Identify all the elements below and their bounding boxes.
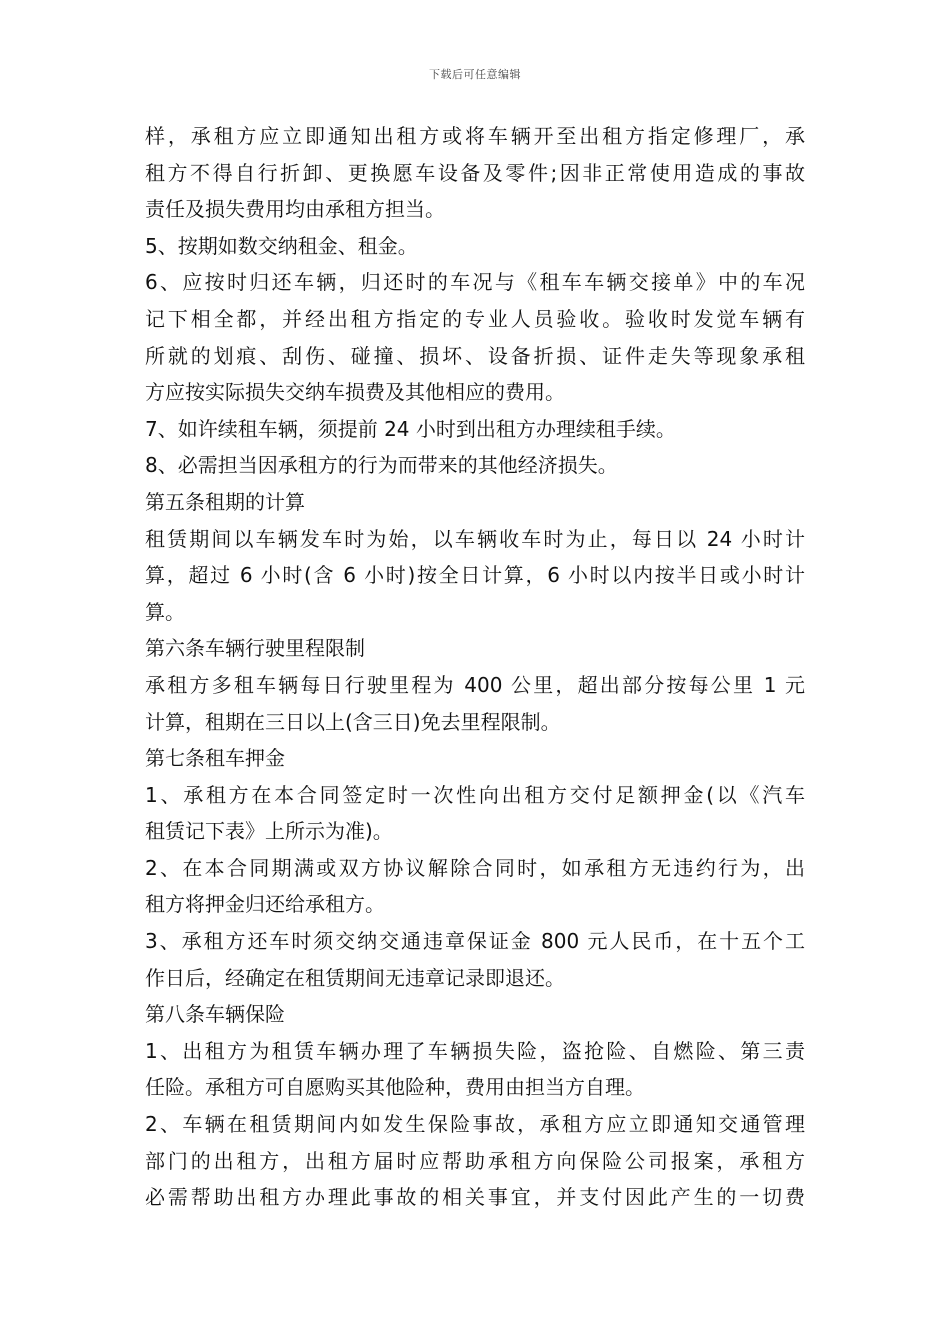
body-text-line: 8、必需担当因承租方的行为而带来的其他经济损失。 <box>145 453 618 478</box>
body-text-line: 5、按期如数交纳租金、租金。 <box>145 233 418 258</box>
page-header-note: 下载后可任意编辑 <box>429 68 521 81</box>
body-text-line: 租方不得自行折卸、更换愿车设备及零件;因非正常使用造成的事故 <box>145 160 805 185</box>
body-text-line: 1、出租方为租赁车辆办理了车辆损失险，盗抢险、自燃险、第三责 <box>145 1038 805 1063</box>
body-text-line: 记下相全都，并经出租方指定的专业人员验收。验收时发觉车辆有 <box>145 306 805 331</box>
body-text-line: 2、车辆在租赁期间内如发生保险事故，承租方应立即通知交通管理 <box>145 1112 805 1137</box>
body-text-line: 3、承租方还车时须交纳交通违章保证金 800 元人民币，在十五个工 <box>145 929 805 954</box>
body-text-line: 必需帮助出租方办理此事故的相关事宜，并支付因此产生的一切费 <box>145 1185 805 1210</box>
body-text-line: 责任及损失费用均由承租方担当。 <box>145 197 445 222</box>
body-text-line: 1、承租方在本合同签定时一次性向出租方交付足额押金(以《汽车 <box>145 782 805 807</box>
document-body <box>145 118 805 1216</box>
body-text-line: 作日后，经确定在租赁期间无违章记录即退还。 <box>145 965 565 990</box>
body-text-line: 算。 <box>145 599 185 624</box>
body-text-line: 2、在本合同期满或双方协议解除合同时，如承租方无违约行为，出 <box>145 855 805 880</box>
body-text-line: 任险。承租方可自愿购买其他险种，费用由担当方自理。 <box>145 1075 645 1100</box>
body-text-line: 第五条租期的计算 <box>145 489 305 514</box>
body-text-line: 6、应按时归还车辆，归还时的车况与《租车车辆交接单》中的车况 <box>145 270 805 295</box>
body-text-line: 第六条车辆行驶里程限制 <box>145 636 365 661</box>
body-text-line: 样，承租方应立即通知出租方或将车辆开至出租方指定修理厂，承 <box>145 124 805 148</box>
body-text-line: 租方将押金归还给承租方。 <box>145 892 385 917</box>
body-text-line: 租赁期间以车辆发车时为始，以车辆收车时为止，每日以 24 小时计 <box>145 526 805 551</box>
body-text-line: 算，超过 6 小时(含 6 小时)按全日计算，6 小时以内按半日或小时计 <box>145 563 805 588</box>
body-text-line: 第八条车辆保险 <box>145 1002 285 1027</box>
body-text-line: 租赁记下表》上所示为准)。 <box>145 819 393 844</box>
body-text-line: 所就的划痕、刮伤、碰撞、损坏、设备折损、证件走失等现象承租 <box>145 343 805 368</box>
body-text-line: 方应按实际损失交纳车损费及其他相应的费用。 <box>145 380 565 405</box>
body-text-line: 承租方多租车辆每日行驶里程为 400 公里，超出部分按每公里 1 元 <box>145 672 805 697</box>
body-text-line: 计算，租期在三日以上(含三日)免去里程限制。 <box>145 709 561 734</box>
body-text-line: 第七条租车押金 <box>145 746 285 771</box>
body-text-line: 部门的出租方，出租方届时应帮助承租方向保险公司报案，承租方 <box>145 1148 805 1173</box>
body-text-line: 7、如许续租车辆，须提前 24 小时到出租方办理续租手续。 <box>145 416 676 441</box>
